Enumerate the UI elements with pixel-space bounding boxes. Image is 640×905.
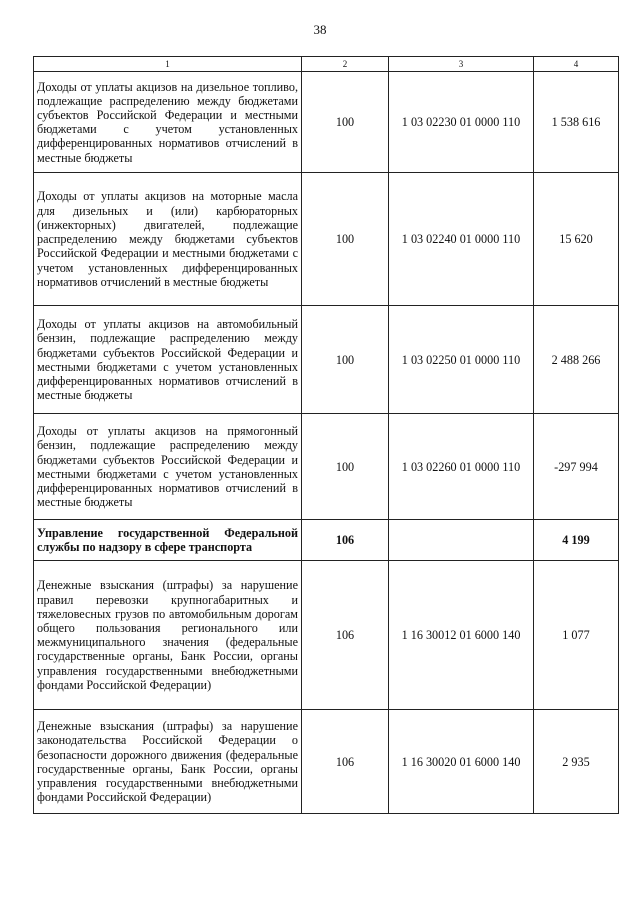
- row-description: Денежные взыскания (штрафы) за нарушение правил перевозки крупногабаритных и тяжеловесных грузов по автомобильным дорогам общего пользования регионального или межмуниципального значения (федеральные государственные органы, Банк России, органы управления государственными внебюджетными фондами Российской Федерации): [34, 561, 302, 710]
- row-admin-code: 100: [302, 173, 389, 306]
- section-title: Управление государственной Федеральной службы по надзору в сфере транспорта: [34, 520, 302, 561]
- row-admin-code: 106: [302, 561, 389, 710]
- row-description: Доходы от уплаты акцизов на дизельное топливо, подлежащие распределению между бюджетами субъектов Российской Федерации и местными бюджетами с учетом установленных дифференцированных нормативов отчислений в местные бюджеты: [34, 72, 302, 173]
- row-admin-code: 100: [302, 306, 389, 414]
- table-header-row: [34, 57, 619, 72]
- row-admin-code: 106: [302, 710, 389, 814]
- row-budget-code: 1 03 02260 01 0000 110: [389, 414, 534, 520]
- page-number: 38: [313, 22, 327, 37]
- table-row: [34, 561, 619, 710]
- row-description: Доходы от уплаты акцизов на автомобильный бензин, подлежащие распределению между бюджетами субъектов Российской Федерации и местными бюджетами с учетом установленных дифференцированных нормативов отчислений в местные бюджеты: [34, 306, 302, 414]
- table-row: [34, 414, 619, 520]
- row-budget-code: 1 03 02230 01 0000 110: [389, 72, 534, 173]
- row-amount: 1 077: [534, 561, 619, 710]
- table-row: [34, 306, 619, 414]
- row-amount: 1 538 616: [534, 72, 619, 173]
- row-amount: 15 620: [534, 173, 619, 306]
- row-budget-code: 1 03 02250 01 0000 110: [389, 306, 534, 414]
- table-row: [34, 710, 619, 814]
- row-amount: -297 994: [534, 414, 619, 520]
- row-budget-code: 1 16 30020 01 6000 140: [389, 710, 534, 814]
- row-description: Денежные взыскания (штрафы) за нарушение законодательства Российской Федерации о безопасности дорожного движения (федеральные государственные органы, Банк России, органы управления государственными внебюджетными фондами Российской Федерации): [34, 710, 302, 814]
- table-row: [34, 173, 619, 306]
- row-description: Доходы от уплаты акцизов на моторные масла для дизельных и (или) карбюраторных (инжекторных) двигателей, подлежащие распределению между бюджетами субъектов Российской Федерации и местными бюджетами с учетом установленных дифференцированных нормативов отчислений в местные бюджеты: [34, 173, 302, 306]
- row-budget-code: [389, 520, 534, 561]
- header-col-2: 2: [302, 57, 389, 72]
- revenue-table: [33, 56, 619, 814]
- row-amount: 2 488 266: [534, 306, 619, 414]
- row-amount: 4 199: [534, 520, 619, 561]
- header-col-4: 4: [534, 57, 619, 72]
- header-col-3: 3: [389, 57, 534, 72]
- row-description: Доходы от уплаты акцизов на прямогонный бензин, подлежащие распределению между бюджетами субъектов Российской Федерации и местными бюджетами с учетом установленных дифференцированных нормативов отчислений в местные бюджеты: [34, 414, 302, 520]
- row-budget-code: 1 03 02240 01 0000 110: [389, 173, 534, 306]
- header-col-1: 1: [34, 57, 302, 72]
- row-budget-code: 1 16 30012 01 6000 140: [389, 561, 534, 710]
- row-admin-code: 100: [302, 414, 389, 520]
- row-admin-code: 106: [302, 520, 389, 561]
- table-row-section-header: [34, 520, 619, 561]
- row-amount: 2 935: [534, 710, 619, 814]
- row-admin-code: 100: [302, 72, 389, 173]
- table-row: [34, 72, 619, 173]
